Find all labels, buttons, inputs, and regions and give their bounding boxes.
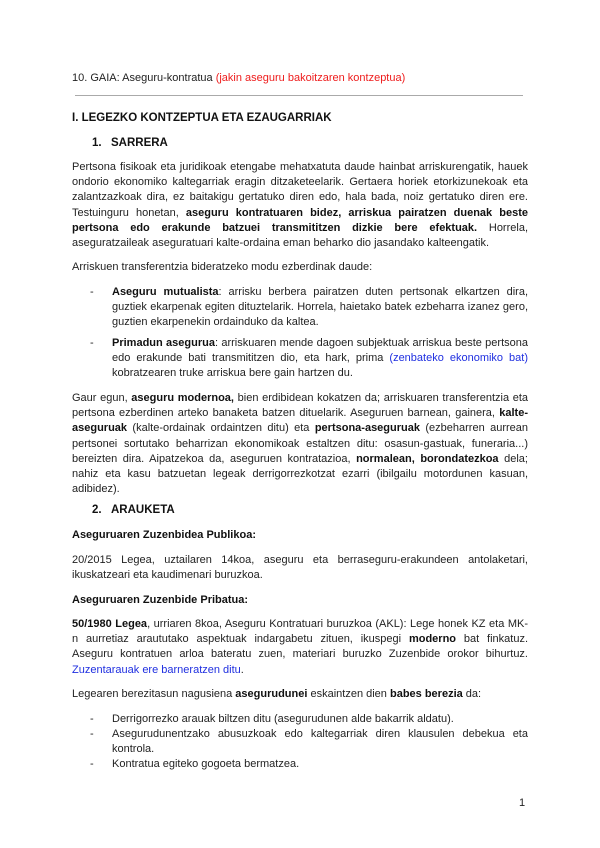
heading-number: 2. bbox=[92, 504, 102, 516]
paragraph bbox=[72, 687, 528, 702]
bold-text: 50/1980 Legea bbox=[72, 618, 148, 630]
bullet-dash: - bbox=[90, 728, 94, 740]
bold-text: babes berezia bbox=[389, 688, 463, 700]
text-run: dela; nahiz eta kasu batzuetan legeak derrigorrezkotzat ezarri (ibilgailu motordunen kasuan, adibidez). bbox=[72, 452, 528, 496]
paragraph bbox=[72, 160, 528, 251]
bullet-dash: - bbox=[90, 337, 94, 349]
bullet-dash: - bbox=[90, 713, 94, 725]
text-run: Asegurudunentzako abusuzkoak edo kaltegarriak diren klausulen debekua eta kontrola. bbox=[112, 728, 528, 756]
paragraph bbox=[72, 260, 528, 275]
header-title: 10. GAIA: Aseguru-kontratua bbox=[72, 72, 216, 84]
text-run: Gaur egun, bbox=[72, 392, 132, 404]
text-run: . bbox=[240, 663, 244, 676]
list-item bbox=[92, 757, 528, 772]
text-run: Derrigorrezko arauak biltzen ditu (asegurudunen alde bakarrik aldatu). bbox=[112, 713, 454, 725]
list-item-text bbox=[112, 757, 528, 772]
bold-text: aseguru modernoa, bbox=[131, 392, 234, 404]
heading-text: SARRERA bbox=[111, 137, 168, 149]
highlighted-text: Zuzentarauak ere barneratzen ditu bbox=[72, 663, 241, 676]
paragraph bbox=[72, 553, 528, 583]
text-run: Pertsona fisikoak eta juridikoak etengabe mehatxatuta daude hainbat arriskurengatik, hauek ondorio ekonomiko kaltegarriak eragin ditzaketeelarik. Gertaera horiek etorkizunekoak eta zalantzazkoak dira, ez baitakigu gertatuko diren edo, hala bada, noiz gertatuko diren ere. Testuinguru honetan, bbox=[72, 161, 528, 219]
section-title: I. LEGEZKO KONTZEPTUA ETA EZAUGARRIAK bbox=[72, 112, 332, 124]
text-run: Kontratua egiteko gogoeta bermatzea. bbox=[112, 758, 300, 770]
bullet-dash: - bbox=[90, 758, 94, 770]
bold-text: normalean, borondatezkoa bbox=[356, 452, 499, 465]
text-run: bat finkatuz. Aseguru kontratuen arloa bateratu zuen, materiari buruzko Zuzenbide orokor bihurtuz. bbox=[72, 633, 528, 661]
bold-text: asegurudunei bbox=[235, 688, 308, 700]
subheading-private: Aseguruaren Zuzenbide Pribatua: bbox=[72, 594, 249, 606]
page-number: 1 bbox=[519, 797, 526, 809]
bullet-dash: - bbox=[90, 286, 94, 298]
bold-text: Primadun asegurua bbox=[112, 337, 215, 349]
text-run: : arriskuaren mende dagoen subjektuak arriskua beste pertsona edo erakunde bati transmititzen dio, eta hark, prima bbox=[112, 337, 528, 365]
list-item bbox=[92, 727, 528, 757]
list-item bbox=[92, 285, 528, 331]
list-item bbox=[92, 336, 528, 382]
text-run: kobratzearen truke arriskua bere gain hartzen du. bbox=[112, 367, 353, 380]
text-run: : arrisku berbera pairatzen duten pertsonak elkartzen dira, guztiek ekarpenak egiten dituztelarik. Horrela, haietako batek ezbeharra izanez gero, guztien ekarpenekin ordainduko da kaltea. bbox=[112, 286, 528, 329]
heading-text: ARAUKETA bbox=[111, 504, 175, 516]
bold-text: kalte-aseguruak bbox=[72, 407, 528, 435]
highlighted-text: (zenbateko ekonomiko bat) bbox=[389, 352, 529, 365]
heading-number: 1. bbox=[92, 137, 102, 149]
list-item-text bbox=[112, 285, 528, 331]
text-run: (kalte-ordainak ordaintzen ditu) eta bbox=[127, 422, 315, 435]
text-run: (ezbeharren aurrean pertsonei sortutako beharrizan ekonomikoak estaltzen ditu: osasun-gastuak, funeraria...) bereizten dira. Aipatzekoa da, aseguruen kontratazioa, bbox=[72, 422, 528, 465]
header-divider bbox=[75, 95, 523, 96]
text-run: Legearen berezitasun nagusiena bbox=[72, 688, 236, 700]
bold-text: moderno bbox=[408, 633, 457, 646]
bold-text: Aseguru mutualista bbox=[112, 286, 219, 298]
list-item-text bbox=[112, 712, 528, 727]
paragraph bbox=[72, 391, 528, 497]
heading-arauketa bbox=[92, 503, 548, 518]
text-run: bien erdibidean kokatzen da; arriskuaren transferentzia eta pertsona ezberdinen arteko banaketa batzen dituelarik. Aseguruen barnean, gainera, bbox=[72, 392, 529, 420]
text-run: 20/2015 Legea, uztailaren 14koa, aseguru eta berraseguru-erakundeen antolaketari, ikuskatzeari eta kaudimenari buruzkoa. bbox=[72, 554, 528, 582]
list-item bbox=[92, 712, 528, 727]
subheading-public: Aseguruaren Zuzenbidea Publikoa: bbox=[72, 529, 256, 541]
heading-sarrera bbox=[92, 136, 548, 151]
text-run: Horrela, aseguratzaileak aseguratuari kalte-ordaina eman beharko dio jasandako kalteengatik. bbox=[72, 221, 528, 250]
paragraph bbox=[72, 617, 528, 678]
text-run: eskaintzen dien bbox=[307, 688, 390, 700]
text-run: da: bbox=[462, 688, 482, 700]
list-item-text bbox=[112, 727, 528, 757]
list-item-text bbox=[112, 336, 528, 382]
text-run: , urriaren 8koa, Aseguru Kontratuari buruzkoa (AKL): Lege honek KZ eta MK-n aurretiaz araututako aspektuak indargabetu zituen, ikuspegi bbox=[72, 618, 528, 646]
header-note: (jakin aseguru bakoitzaren kontzeptua) bbox=[215, 72, 406, 84]
document-header bbox=[72, 71, 528, 86]
bold-text: aseguru kontratuaren bidez, arriskua pairatzen duenak beste pertsona edo erakunde batzuei transmititzen dizkie bere efektuak. bbox=[72, 206, 528, 234]
text-run: Arriskuen transferentzia bideratzeko modu ezberdinak daude: bbox=[72, 261, 373, 273]
bold-text: pertsona-aseguruak bbox=[314, 422, 420, 435]
